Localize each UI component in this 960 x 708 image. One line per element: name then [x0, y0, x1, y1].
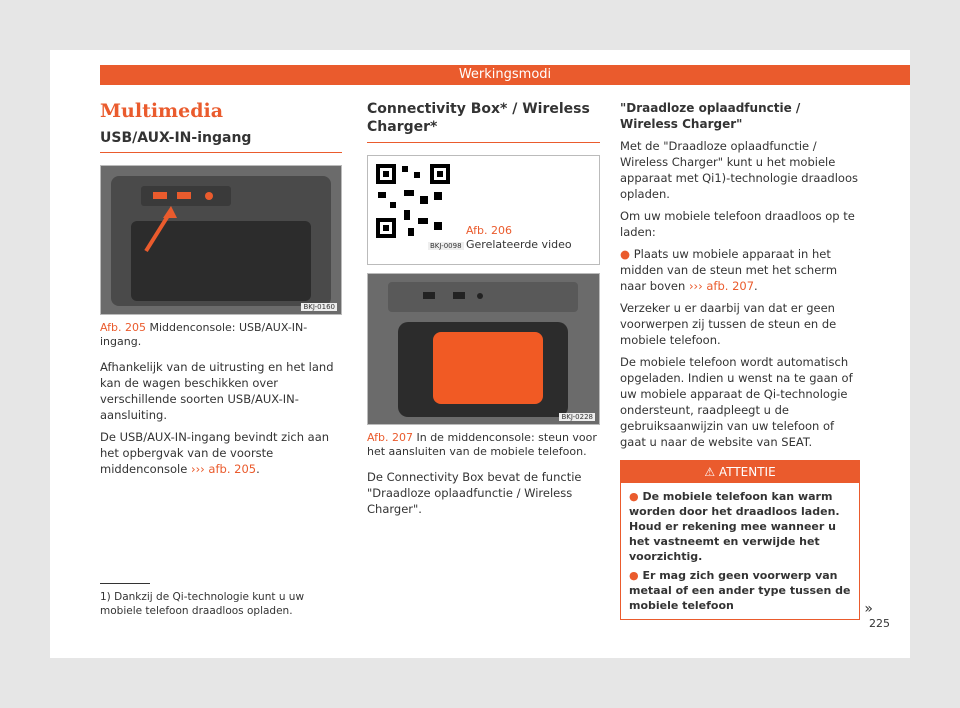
figure-code: BKJ-0098 — [430, 242, 462, 250]
paragraph: Verzeker u er daarbij van dat er geen voorwerpen zij tussen de steun en de mobiele telefoon. — [620, 301, 837, 347]
divider — [100, 152, 342, 153]
figure-text: In de middenconsole: steun voor het aansluiten van de mobiele telefoon. — [367, 431, 597, 458]
manual-page — [50, 50, 910, 658]
warning-text: Er mag zich geen voorwerp van metaal of een ander type tussen de mobiele telefoon — [629, 569, 851, 612]
footnote — [100, 583, 340, 618]
paragraph: Met de "Draadloze oplaadfunctie / Wireless Charger" kunt u het mobiele apparaat met Qi1)-technologie draadloos opladen. — [620, 139, 858, 201]
paragraph-end: . — [754, 279, 758, 293]
figure-text: Middenconsole: USB/AUX-IN-ingang. — [100, 321, 308, 348]
warning-triangle-icon: ⚠ — [704, 465, 716, 479]
section-title-usb: USB/AUX-IN-ingang — [100, 130, 252, 146]
warning-header — [621, 461, 859, 483]
paragraph: Afhankelijk van de uitrusting en het land kan de wagen beschikken over verschillende soorten USB/AUX-IN-aansluiting. — [100, 360, 334, 422]
bullet-icon: ● — [629, 569, 643, 582]
paragraph-text: Plaats uw mobiele apparaat in het midden van de steun met het scherm naar boven — [620, 247, 838, 293]
warning-item — [629, 568, 851, 613]
divider — [367, 142, 600, 143]
warning-text: De mobiele telefoon kan warm worden door het draadloos laden. Houd er rekening mee wanneer u het vastneemt en verwijde het voorzichtig. — [629, 490, 840, 563]
warning-item — [629, 489, 851, 564]
figure-link-207[interactable]: ››› afb. 207 — [688, 279, 755, 293]
warning-body — [621, 483, 859, 619]
page-number: 225 — [869, 617, 890, 630]
column-2 — [367, 100, 600, 523]
paragraph: De mobiele telefoon wordt automatisch opgeladen. Indien u wenst na te gaan of uw mobiele apparaat de Qi-technologie ondersteunt, raadpleegt u de gebruiksaanwijzin van uw telefoon of gaat u naar de website van SEAT. — [620, 355, 853, 449]
bullet-icon: ● — [629, 490, 643, 503]
figure-205-image — [100, 165, 342, 315]
paragraph-end: . — [256, 462, 260, 476]
figure-207-image — [367, 273, 600, 425]
figure-206 — [367, 155, 600, 265]
column-3 — [620, 100, 873, 620]
console-usb-illustration — [101, 166, 341, 314]
wireless-charger-illustration — [368, 274, 599, 424]
figure-label: Afb. 205 — [100, 321, 146, 334]
figure-code: BKJ-0228 — [561, 413, 593, 421]
footnote-rule — [100, 583, 150, 584]
figure-206-caption — [466, 224, 586, 252]
figure-label: Afb. 206 — [466, 224, 512, 237]
paragraph: Om uw mobiele telefoon draadloos op te laden: — [620, 209, 855, 239]
continue-arrow-icon: » — [864, 601, 873, 617]
paragraph — [100, 429, 342, 477]
section-title-connectivity: Connectivity Box* / Wireless Charger* — [367, 101, 590, 135]
column-1 — [100, 100, 342, 483]
warning-title: ATTENTIE — [718, 465, 776, 479]
bullet-icon: ● — [620, 247, 631, 261]
figure-code: BKJ-0160 — [303, 303, 335, 311]
paragraph: De Connectivity Box bevat de functie "Draadloze oplaadfunctie / Wireless Charger". — [367, 470, 582, 516]
subsection-title: "Draadloze oplaadfunctie / Wireless Charger" — [620, 101, 801, 131]
figure-link-205[interactable]: ››› afb. 205 — [190, 462, 257, 476]
chapter-title: Multimedia — [100, 100, 224, 122]
bullet-paragraph — [620, 246, 860, 294]
warning-box — [620, 460, 873, 620]
section-header: Werkingsmodi — [100, 65, 910, 85]
figure-207-caption — [367, 431, 600, 459]
paragraph-text: De USB/AUX-IN-ingang bevindt zich aan het opbergvak van de voorste middenconsole — [100, 430, 330, 476]
footnote-text: 1) Dankzij de Qi-technologie kunt u uw mobiele telefoon draadloos opladen. — [100, 591, 305, 617]
figure-label: Afb. 207 — [367, 431, 413, 444]
figure-text: Gerelateerde video — [466, 238, 572, 251]
qr-code-icon[interactable] — [374, 162, 452, 240]
figure-205-caption — [100, 321, 342, 349]
